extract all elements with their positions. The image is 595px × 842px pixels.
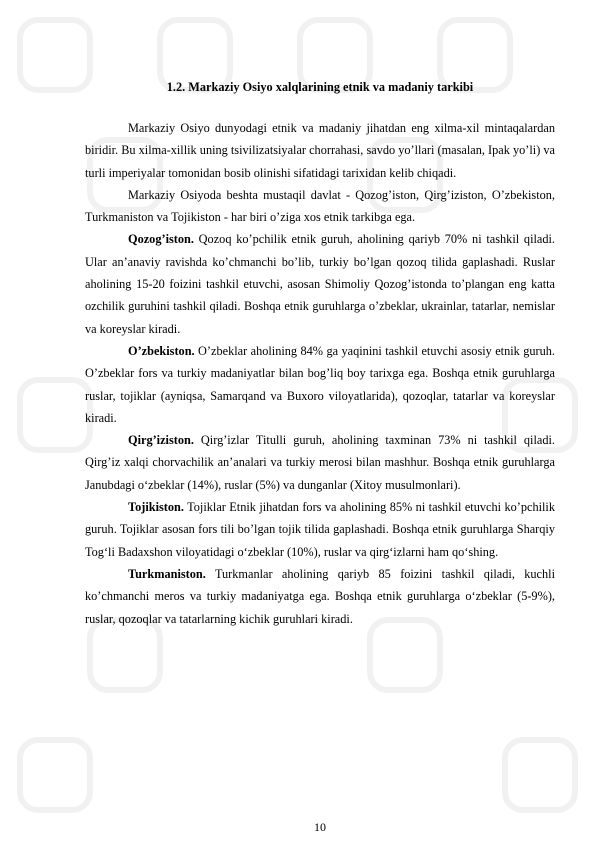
paragraph-kazakhstan [85, 228, 555, 339]
paragraph-text: Qozoq ko’pchilik etnik guruh, aholining qariyb 70% ni tashkil qiladi. Ular an’anaviy ravishda ko’chmanchi bo’lib, turkiy bo’lgan qozoq tilida gaplashadi. Ruslar aholining 15-20 foizini tashkil etuvchi, asosan Shimoliy Qozog’istonda to’plangan eng katta ozchilik guruhini tashkil qiladi. Boshqa etnik guruhlarga o’zbeklar, ukrainlar, tatarlar, nemislar va koreyslar kiradi. [85, 232, 555, 336]
paragraph-turkmenistan [85, 563, 555, 630]
paragraph-lead: Qozog’iston. [128, 232, 194, 247]
paragraph-uzbekistan [85, 340, 555, 429]
paragraph-kyrgyzstan [85, 429, 555, 496]
paragraph-text: Qirg’izlar Titulli guruh, aholining taxminan 73% ni tashkil qiladi. Qirg’iz xalqi chorvachilik an’analari va turkiy merosi bilan mashhur. Boshqa etnik guruhlarga Janubdagi o‘zbeklar (14%), ruslar (5%) va dunganlar (Xitoy musulmonlari). [85, 433, 555, 492]
paragraph-intro [85, 117, 555, 184]
paragraph-states [85, 184, 555, 229]
paragraph-text: O’zbeklar aholining 84% ga yaqinini tashkil etuvchi asosiy etnik guruh. O’zbeklar fors va turkiy madaniyatlar bilan bog’liq boy tarixga ega. Boshqa etnik guruhlarga ruslar, tojiklar (ayniqsa, Samarqand va Buxoro viloyatlarida), qozoqlar, tatarlar va koreyslar kiradi. [85, 343, 555, 425]
paragraph-text: Turkmanlar aholining qariyb 85 foizini tashkil qiladi, kuchli ko’chmanchi meros va turkiy madaniyatga ega. Boshqa etnik guruhlarga o‘zbeklar (5-9%), ruslar, qozoqlar va tatarlarning kichik guruhlari kiradi. [85, 566, 555, 626]
paragraph-lead: Qirg’iziston. [128, 433, 194, 448]
body-text [85, 117, 555, 630]
paragraph-lead: Turkmaniston. [128, 566, 206, 581]
paragraph-lead: O’zbekiston. [128, 343, 195, 358]
paragraph-lead: Tojikiston. [128, 500, 184, 515]
paragraph-text: Tojiklar Etnik jihatdan fors va aholining 85% ni tashkil etuvchi ko’pchilik guruh. Tojiklar asosan fors tili bo’lgan tojik tilida gaplashadi. Boshqa etnik guruhlarga Sharqiy Tog‘li Badaxshon viloyatidagi o‘zbeklar (10%), ruslar va qirg‘izlarni ham qo‘shing. [85, 500, 555, 559]
paragraph-text: Markaziy Osiyoda beshta mustaqil davlat - Qozog’iston, Qirg’iziston, O’zbekiston, Turkmaniston va Tojikiston - har biri o’ziga xos etnik tarkibga ega. [85, 187, 555, 225]
paragraph-text: Markaziy Osiyo dunyodagi etnik va madaniy jihatdan eng xilma-xil mintaqalardan biridir. Bu xilma-xillik uning tsivilizatsiyalar chorrahasi, savdo yo’llari (masalan, Ipak yo’li) va turli imperiyalar tomonidan bosib olinishi sifatidagi tarixidan kelib chiqadi. [85, 121, 555, 180]
page-number: 10 [314, 820, 326, 834]
section-title: 1.2. Markaziy Osiyo xalqlarining etnik va madaniy tarkibi [166, 80, 474, 94]
paragraph-tajikistan [85, 496, 555, 563]
